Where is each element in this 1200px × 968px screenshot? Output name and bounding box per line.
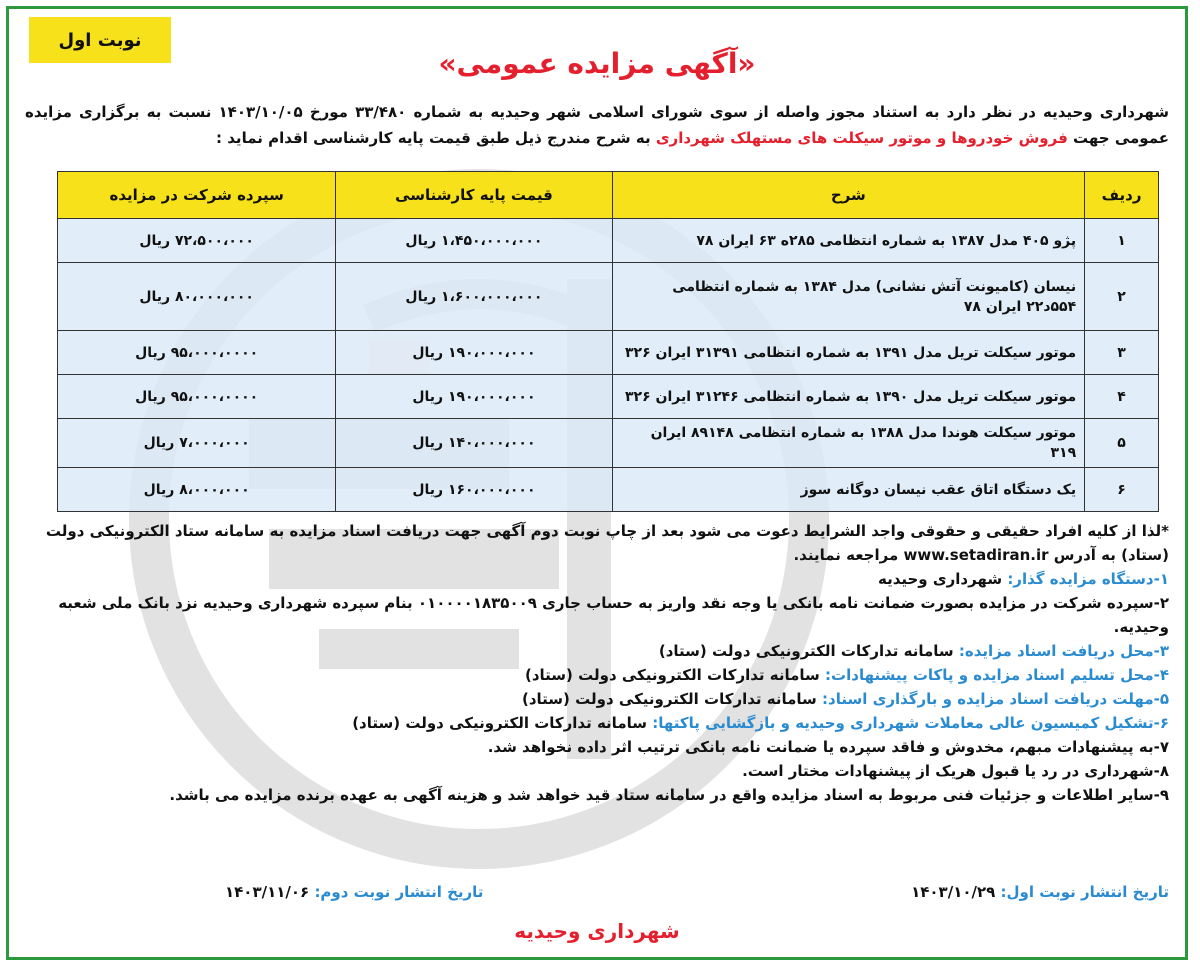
row-deposit: ۷،۰۰۰،۰۰۰ ریال <box>58 419 336 468</box>
row-deposit: ۷۲،۵۰۰،۰۰۰ ریال <box>58 219 336 263</box>
invitation-text: *لذا از کلیه افراد حقیقی و حقوقی واجد الشرایط دعوت می شود بعد از چاپ نوبت دوم آگهی جهت دریافت اسناد مزایده به سامانه ستاد الکترونیکی دولت (ستاد) به آدرس www.setadiran.ir مراجعه نمایند. <box>45 522 1169 564</box>
row-description: یک دستگاه اتاق عقب نیسان دوگانه سوز <box>612 468 1085 512</box>
row-description: پژو ۴۰۵ مدل ۱۳۸۷ به شماره انتظامی ۲۸۵ه ۶۳ ایران ۷۸ <box>612 219 1085 263</box>
first-date-label: تاریخ انتشار نوبت اول: <box>1000 883 1169 901</box>
first-publication-date <box>911 883 1169 901</box>
header-description: شرح <box>612 172 1085 219</box>
row-price: ۱۹۰،۰۰۰،۰۰۰ ریال <box>336 331 612 375</box>
table-row <box>58 331 1159 375</box>
publication-dates <box>25 883 1169 907</box>
condition-9: ۹-سایر اطلاعات و جزئیات فنی مربوط به اسناد مزایده واقع در سامانه ستاد قید خواهد شد و هزینه آگهی به عهده برنده مزایده می باشد. <box>169 786 1169 804</box>
notice-title: «آگهی مزایده عمومی» <box>438 47 756 80</box>
table-row <box>58 468 1159 512</box>
condition-5 <box>25 687 1169 711</box>
condition-3 <box>25 639 1169 663</box>
row-number: ۲ <box>1085 263 1159 331</box>
condition-6-text: سامانه تدارکات الکترونیکی دولت (ستاد) <box>352 714 647 732</box>
row-number: ۴ <box>1085 375 1159 419</box>
notice-frame <box>6 6 1188 960</box>
intro-paragraph <box>25 99 1169 151</box>
table-row <box>58 419 1159 468</box>
row-description: موتور سیکلت تریل مدل ۱۳۹۱ به شماره انتظامی ۳۱۳۹۱ ایران ۳۲۶ <box>612 331 1085 375</box>
condition-4-text: سامانه تدارکات الکترونیکی دولت (ستاد) <box>524 666 820 684</box>
header-base-price: قیمت پایه کارشناسی <box>336 172 612 219</box>
second-date-value: ۱۴۰۳/۱۱/۰۶ <box>225 883 310 901</box>
condition-8: ۸-شهرداری در رد یا قبول هریک از پیشنهادات مختار است. <box>742 762 1169 780</box>
condition-1-text: شهرداری وحیدیه <box>877 570 1003 588</box>
condition-6 <box>25 711 1169 735</box>
row-number: ۱ <box>1085 219 1159 263</box>
second-publication-date <box>225 883 483 901</box>
header-deposit: سپرده شرکت در مزایده <box>58 172 336 219</box>
condition-2: ۲-سپرده شرکت در مزایده بصورت ضمانت نامه بانکی یا وجه نقد واریز به حساب جاری ۰۱۰۰۰۰۱۸۳۵۰۰۹ بنام سپرده شهرداری وحیدیه نزد بانک ملی شعبه وحیدیه. <box>58 594 1169 636</box>
row-price: ۱،۴۵۰،۰۰۰،۰۰۰ ریال <box>336 219 612 263</box>
row-price: ۱۶۰،۰۰۰،۰۰۰ ریال <box>336 468 612 512</box>
table-row <box>58 375 1159 419</box>
condition-6-label: ۶-تشکیل کمیسیون عالی معاملات شهرداری وحیدیه و بازگشایی پاکتها: <box>652 714 1169 732</box>
condition-3-label: ۳-محل دریافت اسناد مزایده: <box>958 642 1169 660</box>
condition-1 <box>25 567 1169 591</box>
row-price: ۱،۶۰۰،۰۰۰،۰۰۰ ریال <box>336 263 612 331</box>
condition-1-label: ۱-دستگاه مزایده گذار: <box>1007 570 1169 588</box>
row-price: ۱۹۰،۰۰۰،۰۰۰ ریال <box>336 375 612 419</box>
row-deposit: ۹۵،۰۰۰،۰۰۰۰ ریال <box>58 331 336 375</box>
row-number: ۶ <box>1085 468 1159 512</box>
condition-7: ۷-به پیشنهادات مبهم، مخدوش و فاقد سپرده یا ضمانت نامه بانکی ترتیب اثر داده نخواهد شد. <box>487 738 1169 756</box>
condition-3-text: سامانه تدارکات الکترونیکی دولت (ستاد) <box>658 642 954 660</box>
row-number: ۳ <box>1085 331 1159 375</box>
table-row <box>58 263 1159 331</box>
row-description: موتور سیکلت تریل مدل ۱۳۹۰ به شماره انتظامی ۳۱۲۴۶ ایران ۳۲۶ <box>612 375 1085 419</box>
table-row <box>58 219 1159 263</box>
badge-text: نوبت اول <box>58 29 142 51</box>
condition-4 <box>25 663 1169 687</box>
condition-5-text: سامانه تدارکات الکترونیکی دولت (ستاد) <box>522 690 817 708</box>
condition-4-label: ۴-محل تسلیم اسناد مزایده و پاکات پیشنهادات: <box>825 666 1169 684</box>
row-description: موتور سیکلت هوندا مدل ۱۳۸۸ به شماره انتظامی ۸۹۱۴۸ ایران ۳۱۹ <box>612 419 1085 468</box>
issuer-signature: شهرداری وحیدیه <box>514 919 680 943</box>
table-header-row <box>58 172 1159 219</box>
conditions-list <box>25 519 1169 807</box>
row-deposit: ۸۰،۰۰۰،۰۰۰ ریال <box>58 263 336 331</box>
row-deposit: ۹۵،۰۰۰،۰۰۰۰ ریال <box>58 375 336 419</box>
header-row-number: ردیف <box>1085 172 1159 219</box>
intro-text-1: شهرداری وحیدیه در نظر دارد به استناد مجوز واصله از سوی شورای اسلامی شهر وحیدیه به شماره ۳۳/۴۸۰ مورخ ۱۴۰۳/۱۰/۰۵ نسبت به برگزاری مزایده عمومی جهت <box>25 103 1169 147</box>
row-deposit: ۸،۰۰۰،۰۰۰ ریال <box>58 468 336 512</box>
row-price: ۱۴۰،۰۰۰،۰۰۰ ریال <box>336 419 612 468</box>
intro-text-2: به شرح مندرج ذیل طبق قیمت پایه کارشناسی اقدام نماید : <box>216 129 651 147</box>
row-description: نیسان (کامیونت آتش نشانی) مدل ۱۳۸۴ به شماره انتظامی ۵۵۴د۲۲ ایران ۷۸ <box>612 263 1085 331</box>
condition-5-label: ۵-مهلت دریافت اسناد مزایده و بارگذاری اسناد: <box>822 690 1169 708</box>
first-date-value: ۱۴۰۳/۱۰/۲۹ <box>911 883 996 901</box>
second-date-label: تاریخ انتشار نوبت دوم: <box>314 883 484 901</box>
auction-items-table <box>57 171 1159 512</box>
intro-highlight: فروش خودروها و موتور سیکلت های مستهلک شهرداری <box>655 129 1068 147</box>
row-number: ۵ <box>1085 419 1159 468</box>
